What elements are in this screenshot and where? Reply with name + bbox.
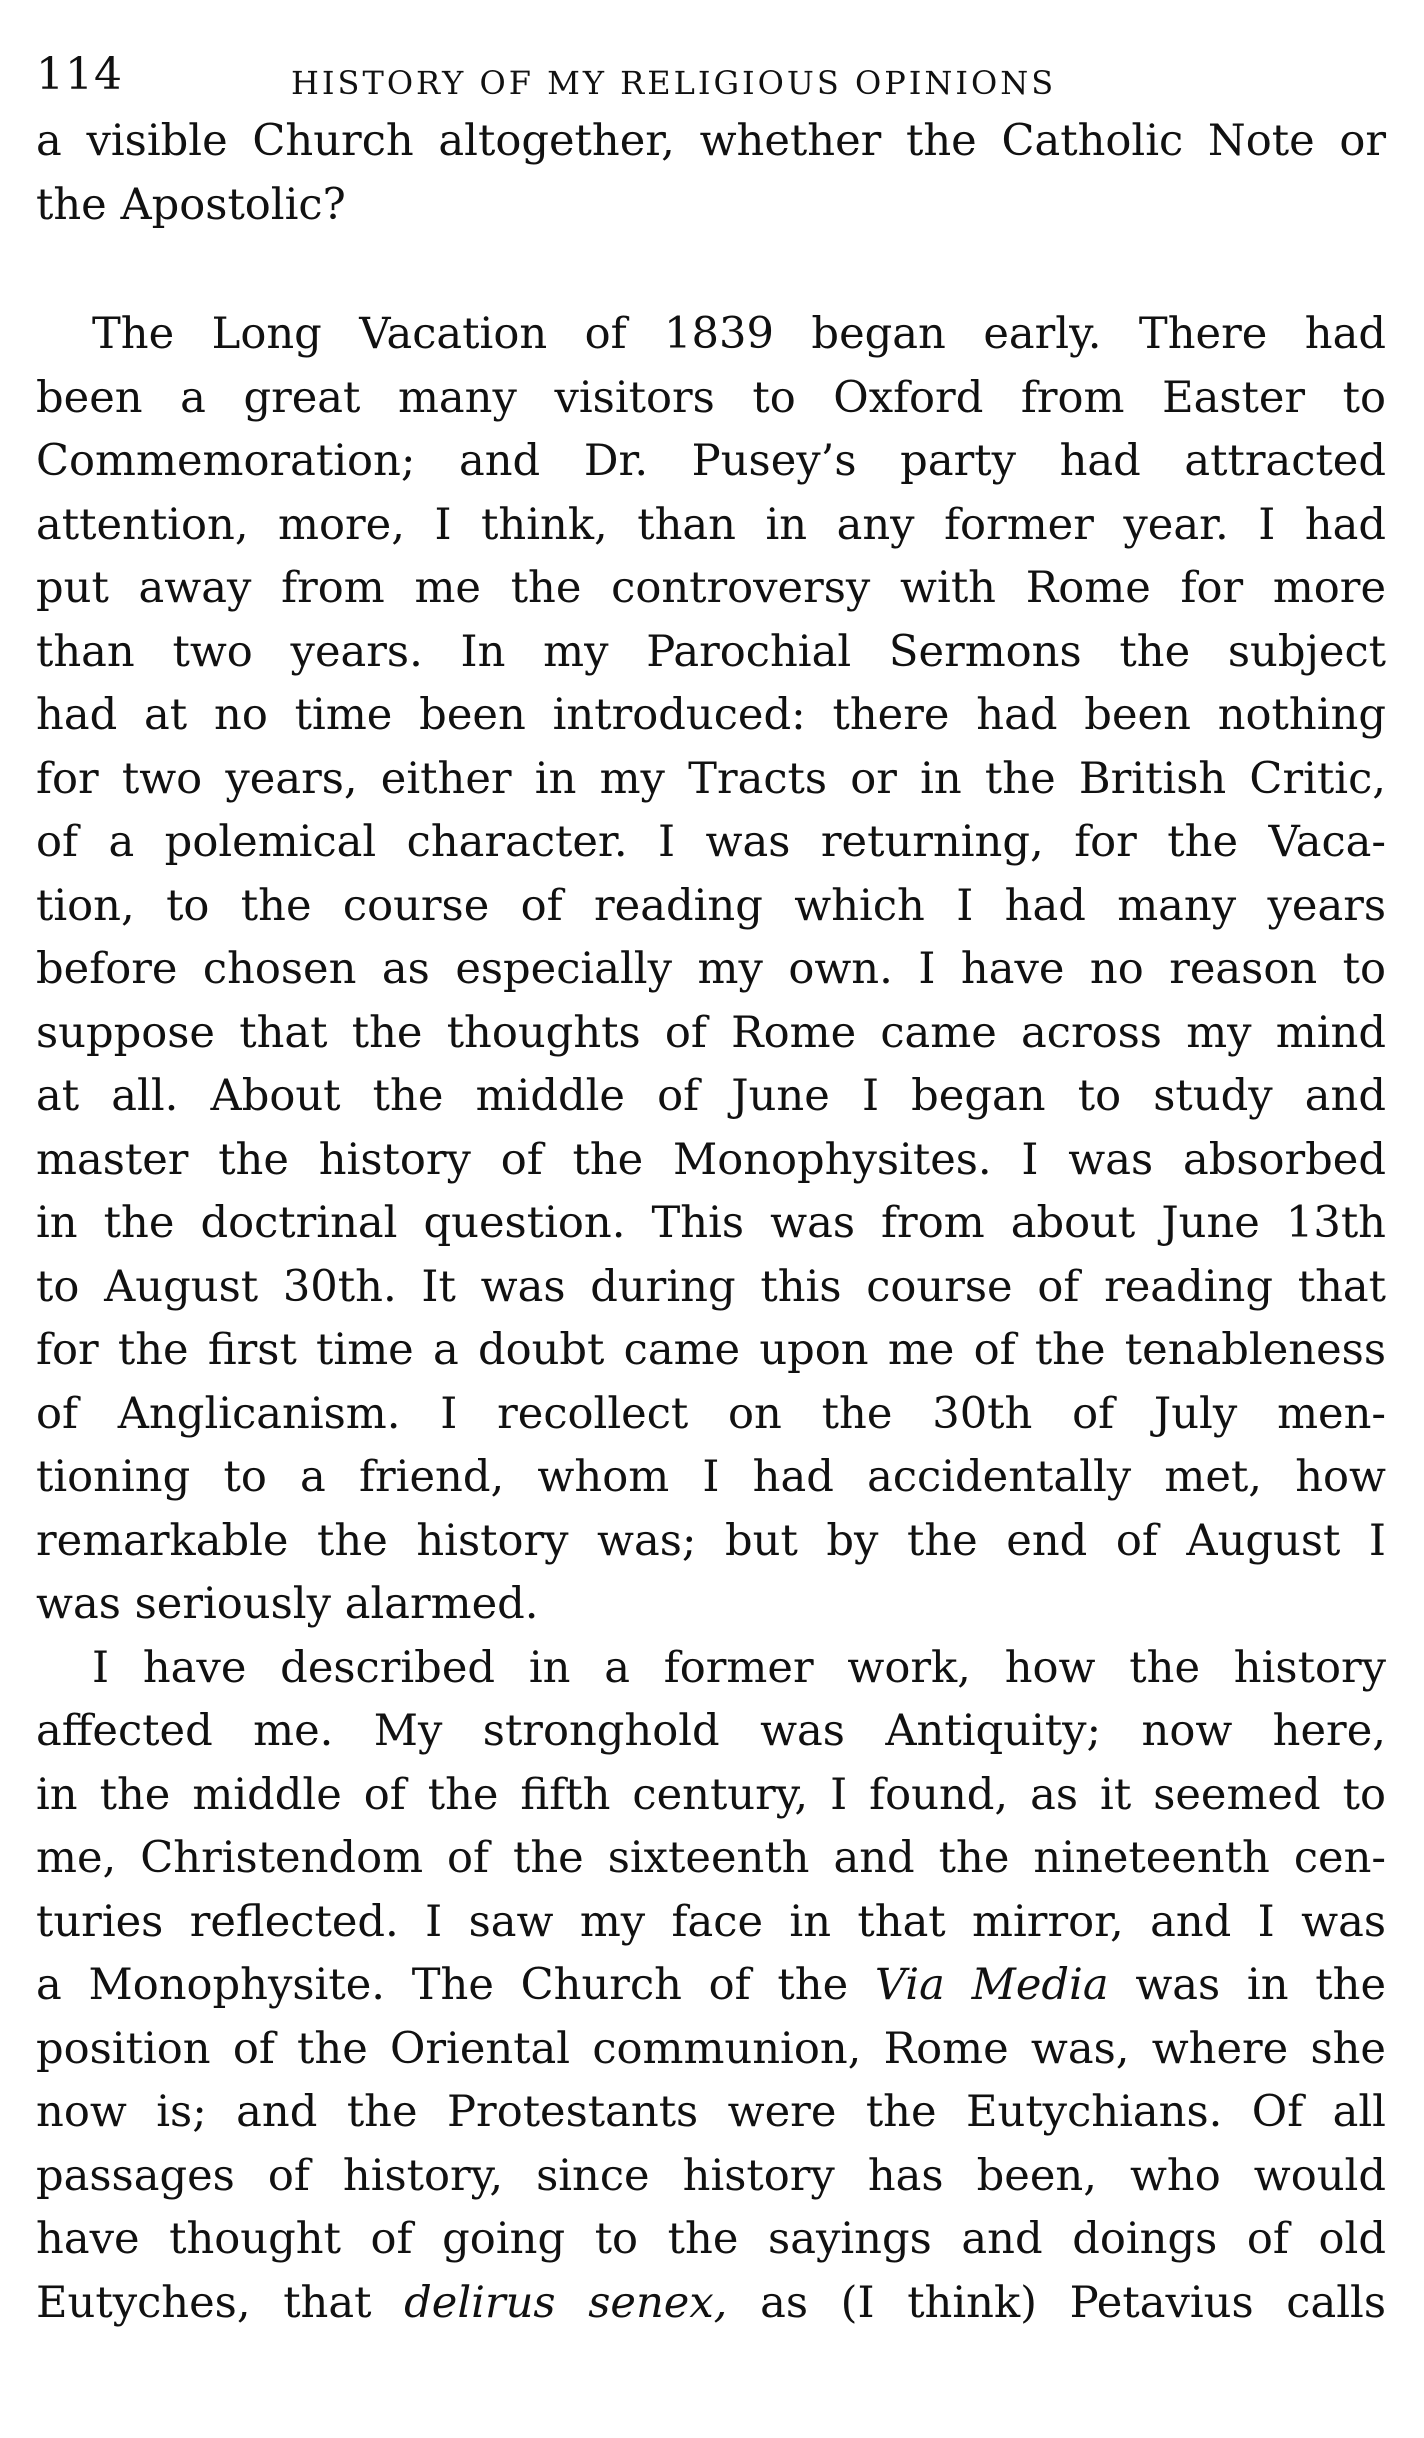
- text-line: attention, more, I think, than in any former year. I had: [36, 499, 1386, 550]
- text-line: the Apostolic?: [36, 179, 346, 230]
- text-line: The Long Vacation of 1839 began early. There had: [92, 309, 1386, 359]
- text-line-with-italic: [36, 2272, 1386, 2336]
- page-number: 114: [36, 49, 123, 100]
- text-line: suppose that the thoughts of Rome came across my mind: [36, 1007, 1386, 1058]
- body-text: [36, 110, 1386, 2335]
- text-line: master the history of the Monophysites. I was absorbed: [36, 1134, 1386, 1185]
- text-line: now is; and the Protestants were the Eutychians. Of all: [36, 2087, 1386, 2137]
- text-line: tioning to a friend, whom I had accidentally met, how: [36, 1452, 1386, 1502]
- italic-phrase: Via Media: [874, 1960, 1109, 2010]
- text-run: Eutyches, that: [36, 2277, 405, 2328]
- text-line-with-italic: [36, 1954, 1386, 2018]
- text-line: been a great many visitors to Oxford from Easter to: [36, 372, 1386, 423]
- text-line: put away from me the controversy with Rome for more: [36, 563, 1386, 613]
- text-line: of a polemical character. I was returning, for the Vaca-: [36, 817, 1386, 867]
- text-line: for the first time a doubt came upon me of the tenableness: [36, 1325, 1386, 1375]
- text-line: a visible Church altogether, whether the Catholic Note or: [36, 116, 1386, 166]
- text-line: turies reflected. I saw my face in that mirror, and I was: [36, 1896, 1386, 1947]
- text-line: in the middle of the fifth century, I found, as it seemed to: [36, 1769, 1386, 1820]
- text-line: have thought of going to the sayings and doings of old: [36, 2214, 1386, 2264]
- paragraph-spacer: [36, 237, 1386, 303]
- text-line: passages of history, since history has been, who would: [36, 2150, 1386, 2201]
- text-line: Commemoration; and Dr. Pusey’s party had attracted: [36, 436, 1386, 486]
- paragraph-2: [36, 303, 1386, 1637]
- text-line: to August 30th. It was during this course of reading that: [36, 1261, 1386, 1312]
- text-line: tion, to the course of reading which I had many years: [36, 880, 1386, 931]
- text-line: me, Christendom of the sixteenth and the nineteenth cen-: [36, 1833, 1386, 1883]
- text-line: position of the Oriental communion, Rome was, where she: [36, 2023, 1386, 2074]
- text-line: than two years. In my Parochial Sermons the subject: [36, 626, 1386, 677]
- paragraph-3: [36, 1637, 1386, 2336]
- text-line: in the doctrinal question. This was from about June 13th: [36, 1198, 1386, 1248]
- running-head: HISTORY OF MY RELIGIOUS OPINIONS: [291, 64, 1057, 102]
- text-line: I have described in a former work, how the history: [92, 1642, 1386, 1693]
- text-line: was seriously alarmed.: [36, 1579, 539, 1629]
- book-page: [36, 40, 1386, 2335]
- text-line: at all. About the middle of June I began to study and: [36, 1071, 1386, 1121]
- text-run: was in the: [1108, 1960, 1387, 2010]
- text-line: of Anglicanism. I recollect on the 30th of July men-: [36, 1388, 1386, 1439]
- text-run: a Monophysite. The Church of the: [36, 1960, 875, 2010]
- text-line: remarkable the history was; but by the end of August I: [36, 1515, 1386, 1566]
- page-header: [36, 40, 1386, 110]
- text-line: for two years, either in my Tracts or in the British Critic,: [36, 753, 1386, 804]
- text-line: affected me. My stronghold was Antiquity; now here,: [36, 1706, 1386, 1756]
- text-line: had at no time been introduced: there had been nothing: [36, 690, 1386, 740]
- paragraph-1: [36, 110, 1386, 237]
- text-line: before chosen as especially my own. I have no reason to: [36, 944, 1386, 994]
- text-run: as (I think) Petavius calls: [727, 2277, 1387, 2328]
- italic-phrase: delirus senex,: [404, 2277, 728, 2328]
